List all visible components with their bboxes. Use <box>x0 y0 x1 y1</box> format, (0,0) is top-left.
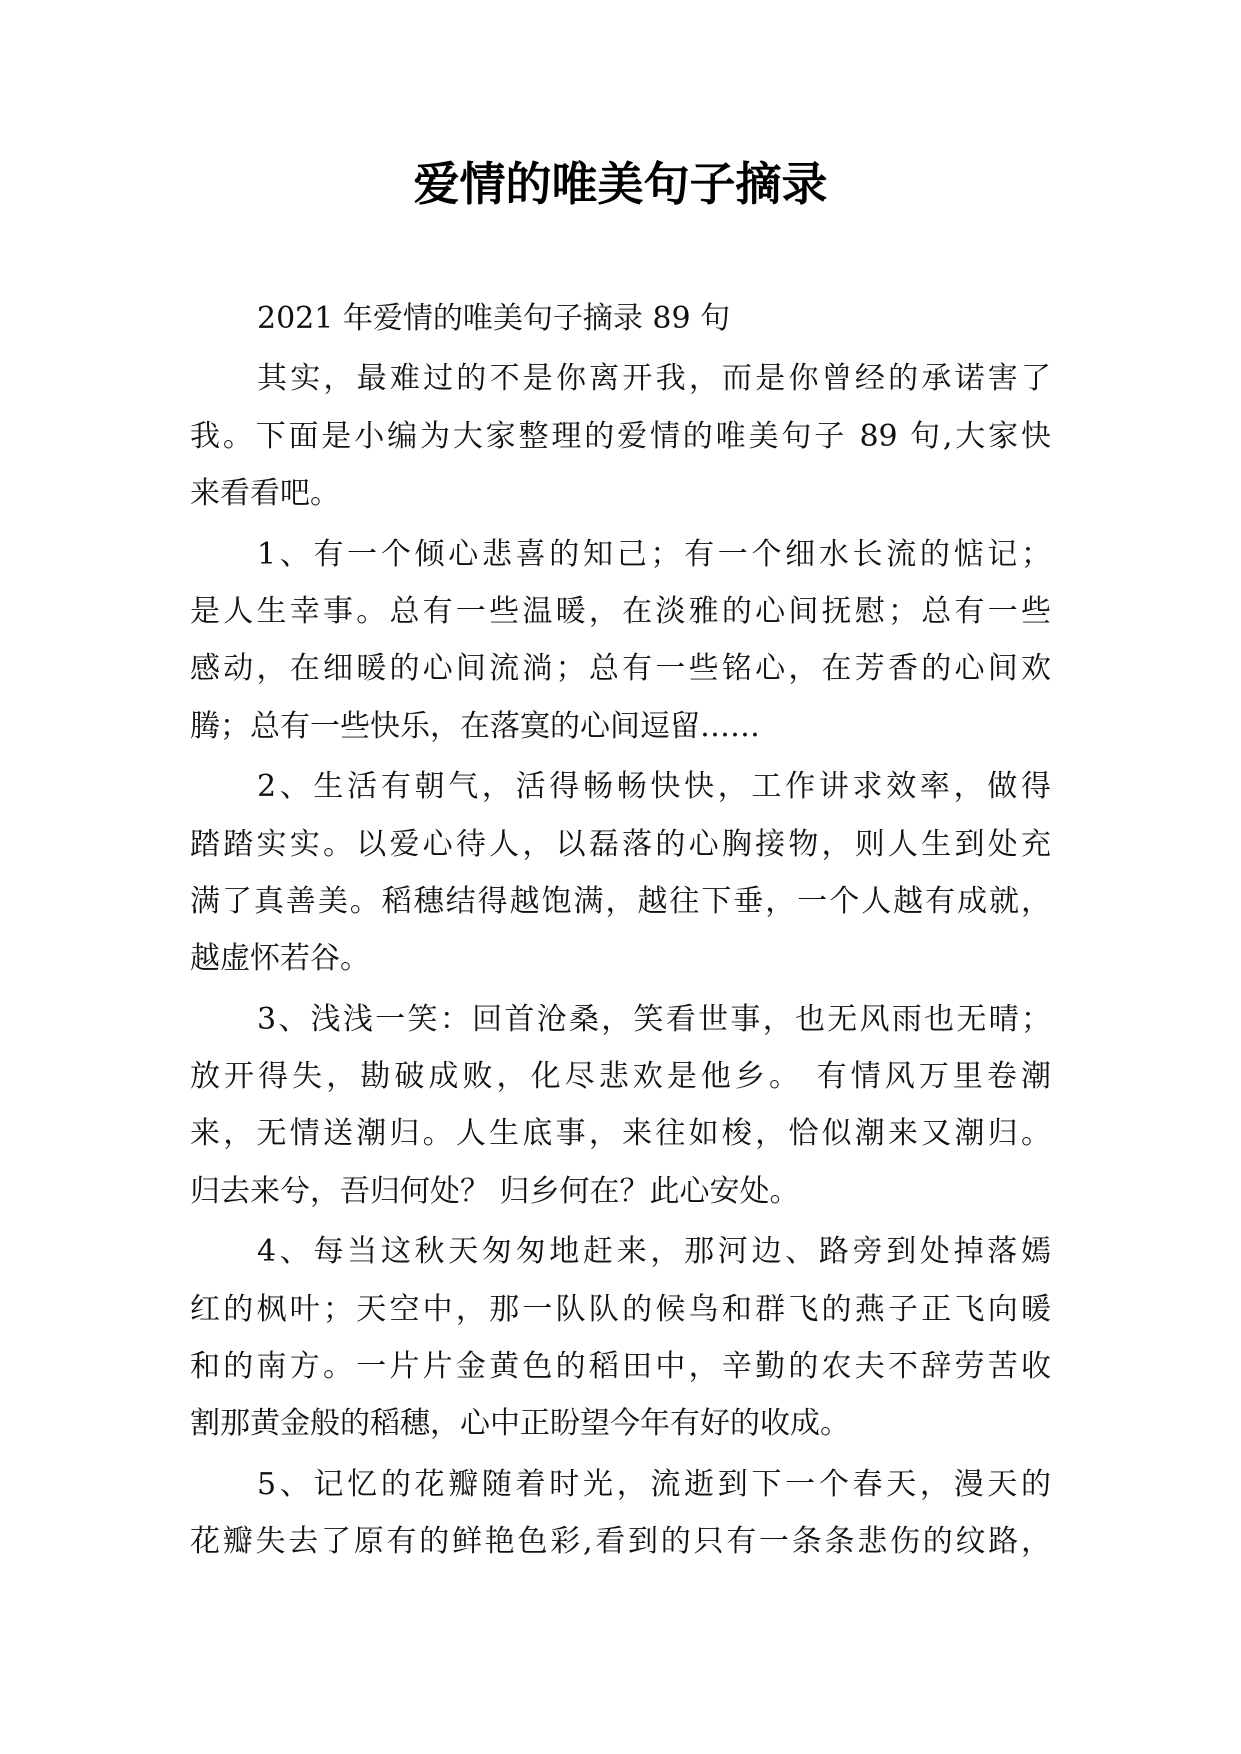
paragraph-line: 腾；总有一些快乐，在落寞的心间逗留…… <box>190 708 760 744</box>
paragraph-intro <box>190 350 1051 522</box>
paragraph-line: 1、有一个倾心悲喜的知己；有一个细水长流的惦记； <box>257 536 1051 572</box>
document-title: 爱情的唯美句子摘录 <box>413 157 828 211</box>
document-body <box>190 290 1051 1574</box>
paragraph-line: 5、记忆的花瓣随着时光，流逝到下一个春天，漫天的 <box>257 1466 1051 1502</box>
paragraph-line: 2021 年爱情的唯美句子摘录 89 句 <box>257 301 731 336</box>
paragraph-line: 是人生幸事。总有一些温暖，在淡雅的心间抚慰；总有一些 <box>190 593 1051 629</box>
paragraph-intro-heading <box>190 290 1051 347</box>
paragraph-line: 其实，最难过的不是你离开我，而是你曾经的承诺害了 <box>257 361 1051 397</box>
paragraph-item-3 <box>190 991 1051 1221</box>
paragraph-line: 2、生活有朝气，活得畅畅快快，工作讲求效率，做得 <box>257 769 1051 805</box>
paragraph-line: 感动，在细暖的心间流淌；总有一些铭心，在芳香的心间欢 <box>190 651 1051 687</box>
paragraph-item-1 <box>190 526 1051 756</box>
paragraph-line: 4、每当这秋天匆匆地赶来，那河边、路旁到处掉落嫣 <box>257 1234 1051 1270</box>
paragraph-line: 3、浅浅一笑：回首沧桑，笑看世事，也无风雨也无晴； <box>257 1001 1051 1037</box>
paragraph-line: 花瓣失去了原有的鲜艳色彩,看到的只有一条条悲伤的纹路， <box>190 1524 1051 1560</box>
paragraph-line: 越虚怀若谷。 <box>190 941 370 977</box>
paragraph-line: 来看看吧。 <box>190 476 340 512</box>
paragraph-item-2 <box>190 758 1051 988</box>
paragraph-line: 来，无情送潮归。人生底事，来往如梭，恰似潮来又潮归。 <box>190 1116 1051 1152</box>
paragraph-line: 满了真善美。稻穗结得越饱满，越往下垂，一个人越有成就， <box>190 883 1051 919</box>
paragraph-item-5 <box>190 1456 1051 1571</box>
paragraph-line: 踏踏实实。以爱心待人，以磊落的心胸接物，则人生到处充 <box>190 826 1051 862</box>
paragraph-line: 放开得失，勘破成败，化尽悲欢是他乡。 有情风万里卷潮 <box>190 1059 1051 1095</box>
paragraph-item-4 <box>190 1223 1051 1453</box>
paragraph-line: 和的南方。一片片金黄色的稻田中，辛勤的农夫不辞劳苦收 <box>190 1349 1051 1385</box>
paragraph-line: 割那黄金般的稻穗，心中正盼望今年有好的收成。 <box>190 1406 850 1442</box>
paragraph-line: 红的枫叶；天空中，那一队队的候鸟和群飞的燕子正飞向暖 <box>190 1291 1051 1327</box>
paragraph-line: 归去来兮，吾归何处？ 归乡何在？此心安处。 <box>190 1173 800 1209</box>
paragraph-line: 我。下面是小编为大家整理的爱情的唯美句子 89 句,大家快 <box>190 418 1051 454</box>
